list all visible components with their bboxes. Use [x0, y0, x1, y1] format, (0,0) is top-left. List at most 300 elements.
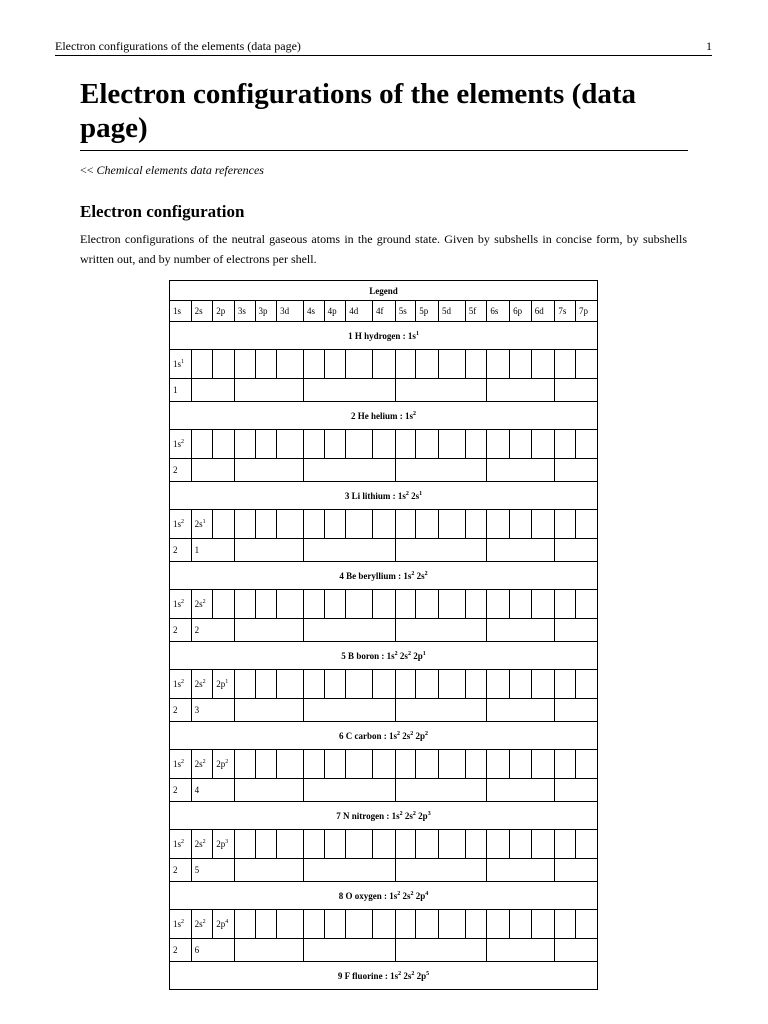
subshell-config-cell: [255, 910, 277, 939]
cell-electron-count: 2: [181, 519, 185, 525]
element-name-row: [170, 562, 598, 590]
element-heading: 3 Li lithium : $1s^2$ $2s^1$: [170, 482, 598, 510]
config-orbital: 1s: [407, 330, 416, 341]
config-orbital: 2p: [415, 730, 426, 741]
subshell-config-cell: [555, 830, 576, 859]
element-number: 6: [338, 730, 344, 741]
subshell-config-cell: [324, 670, 346, 699]
shell-count-cell: [487, 859, 555, 882]
shell-count-cell: [303, 939, 395, 962]
subshell-config-cell: [324, 830, 346, 859]
subshell-config-cell: [303, 830, 324, 859]
subshell-label: 3s: [234, 301, 255, 322]
config-orbital: 2s: [402, 730, 411, 741]
cell-orbital: 1s: [173, 759, 182, 769]
subshell-config-cell: [465, 830, 487, 859]
subshell-label: 5s: [395, 301, 416, 322]
subshell-config-cell: [416, 350, 439, 379]
shell-count-cell: [191, 459, 234, 482]
subshell-config-cell: [191, 750, 213, 779]
subshell-config-cell: [234, 430, 255, 459]
shell-count-cell: 2: [170, 779, 192, 802]
subshell-config-cell: [234, 750, 255, 779]
subshell-label: 2p: [213, 301, 235, 322]
subshell-config-cell: [373, 910, 396, 939]
subshell-config-cell: [438, 910, 465, 939]
cell-orbital: 2s: [194, 679, 203, 689]
subshell-config-cell: [576, 510, 598, 539]
element-name: fluorine: [352, 970, 383, 981]
subshell-config-cell: [555, 590, 576, 619]
cell-orbital: 1s: [173, 439, 182, 449]
cell-electron-count: 2: [181, 759, 185, 765]
config-electron-count: 2: [411, 570, 415, 577]
element-symbol: O: [345, 890, 353, 901]
cell-electron-count: 2: [181, 679, 185, 685]
cell-electron-count: 2: [181, 919, 185, 925]
subshell-config-cell: [531, 350, 555, 379]
element-symbol: He: [357, 410, 369, 421]
subshell-config-cell: [438, 670, 465, 699]
subshell-config-cell: [555, 750, 576, 779]
shell-count-cell: [555, 459, 598, 482]
subshell-config-row: [170, 830, 598, 859]
subshell-config-cell: [465, 510, 487, 539]
subshell-config-row: [170, 590, 598, 619]
subshell-label: 1s: [170, 301, 192, 322]
subshell-config-cell: [576, 590, 598, 619]
subshell-config-cell: [170, 670, 192, 699]
element-number: 9: [337, 970, 343, 981]
subshell-config-row: [170, 430, 598, 459]
subshell-label: 6s: [487, 301, 510, 322]
element-name-row: [170, 402, 598, 430]
subshell-config-cell: [438, 350, 465, 379]
cell-electron-count: 2: [202, 759, 206, 765]
shell-count-cell: [303, 539, 395, 562]
subshell-config-cell: [170, 510, 192, 539]
subshell-config-cell: [213, 510, 235, 539]
subshell-config-cell: [555, 910, 576, 939]
element-name-row: [170, 962, 598, 990]
subshell-config-cell: [438, 590, 465, 619]
subshell-config-cell: [213, 430, 235, 459]
subshell-label: 5d: [438, 301, 465, 322]
element-name: helium: [370, 410, 398, 421]
subshell-config-cell: [395, 590, 416, 619]
subshell-config-cell: [395, 750, 416, 779]
subshell-config-cell: [324, 430, 346, 459]
config-orbital: 1s: [403, 570, 412, 581]
cell-orbital: 2s: [194, 599, 203, 609]
config-electron-count: 2: [411, 970, 415, 977]
shell-count-cell: [303, 859, 395, 882]
subshell-config-cell: [191, 830, 213, 859]
element-heading: 2 He helium : $1s^2$: [170, 402, 598, 430]
subshell-config-cell: [277, 670, 304, 699]
shell-count-cell: [303, 379, 395, 402]
cell-electron-count: 4: [225, 919, 229, 925]
table-body: [170, 281, 598, 990]
cell-electron-count: 1: [202, 519, 206, 525]
subshell-config-cell: [510, 430, 532, 459]
config-orbital: 2s: [399, 650, 408, 661]
config-electron-count: 2: [412, 810, 416, 817]
element-symbol: Li: [351, 490, 361, 501]
shell-count-cell: [555, 859, 598, 882]
element-symbol: H: [354, 330, 362, 341]
intro-paragraph: Electron configurations of the neutral gaseous atoms in the ground state. Given by subshells in concise form, by subshells written out, and by number of electrons per shell.: [80, 232, 687, 266]
config-electron-count: 2: [413, 410, 417, 417]
element-name: boron: [356, 650, 380, 661]
subshell-config-cell: [277, 750, 304, 779]
subshell-label: 5f: [465, 301, 487, 322]
subshell-config-cell: [531, 910, 555, 939]
cell-electron-count: 2: [202, 679, 206, 685]
element-heading: 8 O oxygen : $1s^2$ $2s^2$ $2p^4$: [170, 882, 598, 910]
subshell-config-cell: [395, 670, 416, 699]
shell-count-cell: [555, 619, 598, 642]
element-name: nitrogen: [351, 810, 385, 821]
subshell-config-cell: [346, 910, 373, 939]
shell-count-cell: [487, 539, 555, 562]
element-name-row: [170, 642, 598, 670]
subshell-config-cell: [531, 750, 555, 779]
subshell-config-cell: [346, 590, 373, 619]
shell-count-cell: [303, 779, 395, 802]
subshell-config-cell: [191, 590, 213, 619]
shell-count-row: [170, 699, 598, 722]
shell-count-cell: 2: [170, 619, 192, 642]
subshell-config-cell: [416, 830, 439, 859]
cell-electron-count: 2: [202, 599, 206, 605]
subshell-config-cell: [234, 670, 255, 699]
subshell-config-cell: [277, 910, 304, 939]
shell-count-cell: 3: [191, 699, 234, 722]
subshell-config-cell: [303, 670, 324, 699]
subshell-config-cell: [277, 590, 304, 619]
config-electron-count: 1: [422, 650, 426, 657]
subshell-config-cell: [531, 590, 555, 619]
shell-count-cell: [303, 619, 395, 642]
legend-row: [170, 281, 598, 301]
subshell-config-cell: [303, 430, 324, 459]
shell-count-cell: [303, 459, 395, 482]
subshell-config-cell: [395, 910, 416, 939]
config-orbital: 1s: [386, 650, 395, 661]
config-electron-count: 2: [424, 570, 428, 577]
shell-count-cell: [234, 699, 303, 722]
element-name: lithium: [362, 490, 391, 501]
element-name: oxygen: [354, 890, 382, 901]
config-electron-count: 3: [427, 810, 431, 817]
running-header-title: Electron configurations of the elements (data page): [55, 39, 301, 53]
shell-count-cell: [487, 779, 555, 802]
subshell-config-cell: [324, 910, 346, 939]
subshell-config-cell: [373, 670, 396, 699]
element-heading: 5 B boron : $1s^2$ $2s^2$ $2p^1$: [170, 642, 598, 670]
subshell-config-cell: [487, 350, 510, 379]
cell-orbital: 2p: [216, 839, 226, 849]
shell-count-cell: [555, 779, 598, 802]
shell-count-cell: 6: [191, 939, 234, 962]
subshell-config-cell: [510, 350, 532, 379]
subshell-config-cell: [346, 510, 373, 539]
subshell-config-cell: [487, 750, 510, 779]
subshell-config-cell: [487, 910, 510, 939]
element-name-row: [170, 882, 598, 910]
cell-electron-count: 2: [202, 919, 206, 925]
cell-electron-count: 3: [225, 839, 229, 845]
subshell-config-cell: [487, 590, 510, 619]
cell-electron-count: 2: [181, 439, 185, 445]
subshell-config-cell: [234, 350, 255, 379]
shell-count-cell: [395, 779, 487, 802]
subshell-label: 6d: [531, 301, 555, 322]
subshell-config-cell: [510, 830, 532, 859]
shell-count-row: [170, 379, 598, 402]
shell-count-cell: [487, 379, 555, 402]
element-heading: 9 F fluorine : $1s^2$ $2s^2$ $2p^5$: [170, 962, 598, 990]
subshell-config-cell: [277, 430, 304, 459]
subshell-config-cell: [416, 590, 439, 619]
back-link[interactable]: [80, 163, 264, 178]
config-electron-count: 2: [397, 890, 401, 897]
subshell-config-cell: [487, 510, 510, 539]
cell-orbital: 1s: [173, 599, 182, 609]
element-name-row: [170, 322, 598, 350]
subshell-config-cell: [170, 750, 192, 779]
subshell-label: 6p: [510, 301, 532, 322]
subshell-config-cell: [510, 670, 532, 699]
subshell-config-cell: [303, 590, 324, 619]
subshell-config-cell: [416, 510, 439, 539]
subshell-config-cell: [373, 750, 396, 779]
subshell-config-cell: [395, 510, 416, 539]
subshell-config-cell: [255, 510, 277, 539]
element-name: hydrogen: [364, 330, 401, 341]
element-name-row: [170, 482, 598, 510]
subshell-label: 3d: [277, 301, 304, 322]
cell-electron-count: 2: [181, 599, 185, 605]
element-heading: 4 Be beryllium : $1s^2$ $2s^2$: [170, 562, 598, 590]
shell-count-cell: [191, 379, 234, 402]
subshell-config-cell: [373, 350, 396, 379]
subshell-header-row: [170, 301, 598, 322]
shell-count-cell: 2: [191, 619, 234, 642]
element-name: carbon: [354, 730, 382, 741]
subshell-config-cell: [277, 510, 304, 539]
config-electron-count: 4: [425, 890, 429, 897]
subshell-config-cell: [395, 830, 416, 859]
element-heading: 1 H hydrogen : $1s^1$: [170, 322, 598, 350]
subshell-config-cell: [213, 830, 235, 859]
config-electron-count: 2: [394, 650, 398, 657]
subshell-config-cell: [255, 430, 277, 459]
shell-count-cell: [395, 939, 487, 962]
config-electron-count: 2: [396, 730, 400, 737]
shell-count-cell: 2: [170, 459, 192, 482]
cell-orbital: 1s: [173, 839, 182, 849]
shell-count-cell: [234, 379, 303, 402]
subshell-config-row: [170, 910, 598, 939]
subshell-config-cell: [465, 350, 487, 379]
subshell-config-cell: [576, 430, 598, 459]
subshell-label: 4p: [324, 301, 346, 322]
shell-count-cell: [303, 699, 395, 722]
config-orbital: 2p: [418, 810, 428, 821]
config-orbital: 2p: [415, 890, 426, 901]
subshell-config-cell: [213, 670, 235, 699]
config-orbital: 2s: [404, 810, 413, 821]
subshell-config-cell: [416, 910, 439, 939]
subshell-config-cell: [510, 750, 532, 779]
config-orbital: 2s: [402, 890, 411, 901]
subshell-config-cell: [191, 670, 213, 699]
config-electron-count: 2: [405, 490, 409, 497]
subshell-config-cell: [438, 750, 465, 779]
subshell-config-cell: [576, 830, 598, 859]
subshell-config-cell: [487, 830, 510, 859]
cell-orbital: 2s: [194, 839, 203, 849]
cell-orbital: 1s: [173, 679, 182, 689]
shell-count-cell: [395, 619, 487, 642]
electron-configuration-table: [169, 280, 598, 990]
subshell-config-cell: [346, 830, 373, 859]
subshell-label: 4s: [303, 301, 324, 322]
subshell-config-cell: [303, 510, 324, 539]
subshell-label: 4d: [346, 301, 373, 322]
subshell-config-cell: [170, 590, 192, 619]
config-electron-count: 5: [426, 970, 430, 977]
subshell-config-row: [170, 750, 598, 779]
subshell-config-cell: [416, 750, 439, 779]
subshell-config-cell: [234, 510, 255, 539]
config-electron-count: 1: [419, 490, 423, 497]
config-orbital: 1s: [389, 890, 398, 901]
subshell-config-cell: [373, 430, 396, 459]
cell-orbital: 2s: [194, 919, 203, 929]
shell-count-row: [170, 859, 598, 882]
shell-count-cell: [395, 379, 487, 402]
subshell-config-cell: [255, 830, 277, 859]
cell-electron-count: 1: [181, 359, 185, 365]
subshell-config-cell: [346, 750, 373, 779]
subshell-config-cell: [170, 830, 192, 859]
shell-count-cell: [395, 539, 487, 562]
shell-count-row: [170, 539, 598, 562]
subshell-config-cell: [576, 910, 598, 939]
subshell-config-cell: [170, 910, 192, 939]
config-electron-count: 2: [410, 730, 414, 737]
subshell-label: 7s: [555, 301, 576, 322]
element-name-row: [170, 722, 598, 750]
subshell-config-cell: [395, 430, 416, 459]
subshell-config-cell: [416, 670, 439, 699]
cell-orbital: 2s: [194, 759, 203, 769]
shell-count-cell: [234, 459, 303, 482]
subshell-config-cell: [255, 350, 277, 379]
shell-count-cell: [487, 699, 555, 722]
subshell-config-cell: [234, 830, 255, 859]
subshell-config-cell: [324, 510, 346, 539]
subshell-config-cell: [555, 430, 576, 459]
cell-orbital: 1s: [173, 359, 182, 369]
legend-title: Legend: [170, 281, 598, 301]
subshell-config-cell: [170, 350, 192, 379]
element-symbol: F: [344, 970, 350, 981]
config-orbital: 1s: [405, 410, 414, 421]
subshell-config-cell: [255, 670, 277, 699]
subshell-config-cell: [255, 590, 277, 619]
shell-count-cell: [395, 459, 487, 482]
subshell-config-cell: [416, 430, 439, 459]
subshell-config-cell: [277, 830, 304, 859]
shell-count-cell: [234, 859, 303, 882]
subshell-config-cell: [373, 590, 396, 619]
shell-count-cell: 1: [170, 379, 192, 402]
subshell-label: 4f: [373, 301, 396, 322]
shell-count-cell: [555, 379, 598, 402]
shell-count-row: [170, 939, 598, 962]
subshell-config-cell: [191, 350, 213, 379]
subshell-config-cell: [438, 830, 465, 859]
config-orbital: 1s: [391, 810, 400, 821]
subshell-config-cell: [576, 350, 598, 379]
back-link-prefix: <<: [80, 163, 94, 177]
shell-count-cell: 1: [191, 539, 234, 562]
element-symbol: Be: [346, 570, 357, 581]
cell-orbital: 2p: [216, 919, 226, 929]
shell-count-cell: [555, 539, 598, 562]
element-name: beryllium: [358, 570, 396, 581]
subshell-label: 3p: [255, 301, 277, 322]
subshell-config-cell: [170, 430, 192, 459]
subshell-label: 5p: [416, 301, 439, 322]
element-number: 5: [341, 650, 346, 661]
subshell-config-cell: [395, 350, 416, 379]
cell-electron-count: 1: [225, 679, 229, 685]
back-link-text[interactable]: Chemical elements data references: [96, 163, 264, 177]
shell-count-cell: 2: [170, 539, 192, 562]
shell-count-cell: [234, 619, 303, 642]
subshell-config-cell: [555, 510, 576, 539]
subshell-config-cell: [324, 750, 346, 779]
element-symbol: B: [348, 650, 355, 661]
subshell-config-cell: [191, 430, 213, 459]
element-number: 2: [350, 410, 356, 421]
subshell-config-cell: [213, 750, 235, 779]
cell-electron-count: 2: [181, 839, 185, 845]
config-electron-count: 2: [407, 650, 411, 657]
subshell-config-cell: [555, 670, 576, 699]
shell-count-cell: 2: [170, 939, 192, 962]
shell-count-cell: 5: [191, 859, 234, 882]
page-title: Electron configurations of the elements (data page): [80, 77, 688, 151]
subshell-config-cell: [303, 750, 324, 779]
subshell-config-cell: [324, 590, 346, 619]
shell-count-cell: 4: [191, 779, 234, 802]
element-number: 3: [344, 490, 350, 501]
element-symbol: N: [343, 810, 350, 821]
subshell-config-cell: [465, 590, 487, 619]
shell-count-row: [170, 459, 598, 482]
subshell-config-cell: [576, 750, 598, 779]
cell-orbital: 1s: [173, 919, 182, 929]
config-orbital: 2p: [413, 650, 423, 661]
cell-electron-count: 2: [225, 759, 229, 765]
config-orbital: 1s: [390, 970, 399, 981]
